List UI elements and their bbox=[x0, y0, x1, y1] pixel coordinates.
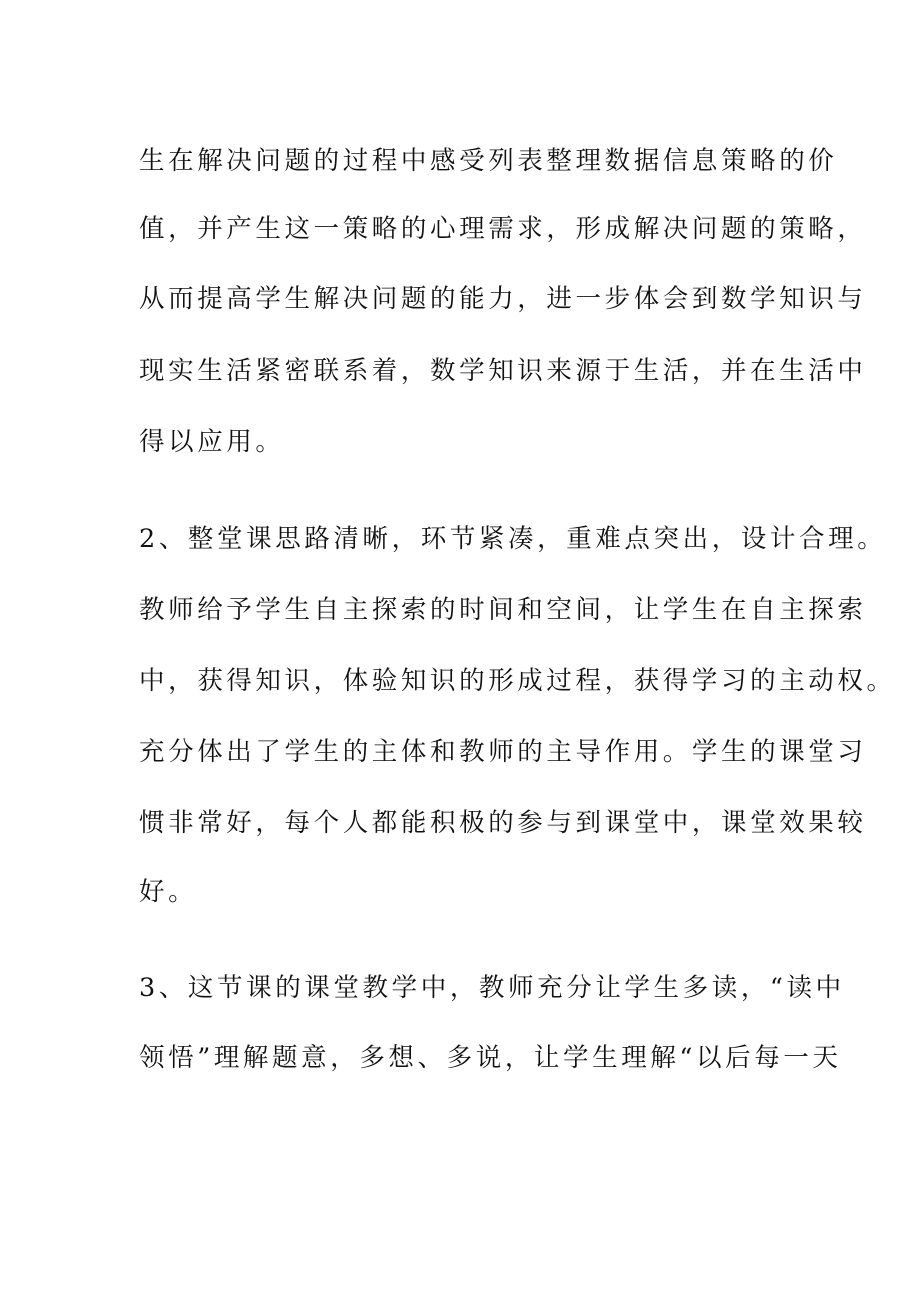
text-line: 3、这节课的课堂教学中，教师充分让学生多读，“读中 bbox=[139, 973, 845, 1003]
text-line: 好。 bbox=[139, 877, 198, 907]
text-line: 2、整堂课思路清晰，环节紧凑，重难点突出，设计合理。 bbox=[139, 524, 887, 554]
text-line: 值，并产生这一策略的心理需求，形成解决问题的策略， bbox=[139, 214, 867, 244]
text-line: 惯非常好，每个人都能积极的参与到课堂中，课堂效果较 bbox=[139, 808, 867, 838]
text-line: 中，获得知识，体验知识的形成过程，获得学习的主动权。 bbox=[139, 666, 896, 696]
text-line: 领悟”理解题意，多想、多说，让学生理解“以后每一天 bbox=[139, 1043, 842, 1073]
text-line: 从而提高学生解决问题的能力，进一步体会到数学知识与 bbox=[139, 284, 867, 314]
text-line: 现实生活紧密联系着，数学知识来源于生活，并在生活中 bbox=[139, 356, 867, 386]
text-line: 生在解决问题的过程中感受列表整理数据信息策略的价 bbox=[139, 146, 838, 176]
text-line: 教师给予学生自主探索的时间和空间，让学生在自主探索 bbox=[139, 595, 867, 625]
text-line: 得以应用。 bbox=[139, 427, 285, 457]
text-line: 充分体出了学生的主体和教师的主导作用。学生的课堂习 bbox=[139, 737, 867, 767]
